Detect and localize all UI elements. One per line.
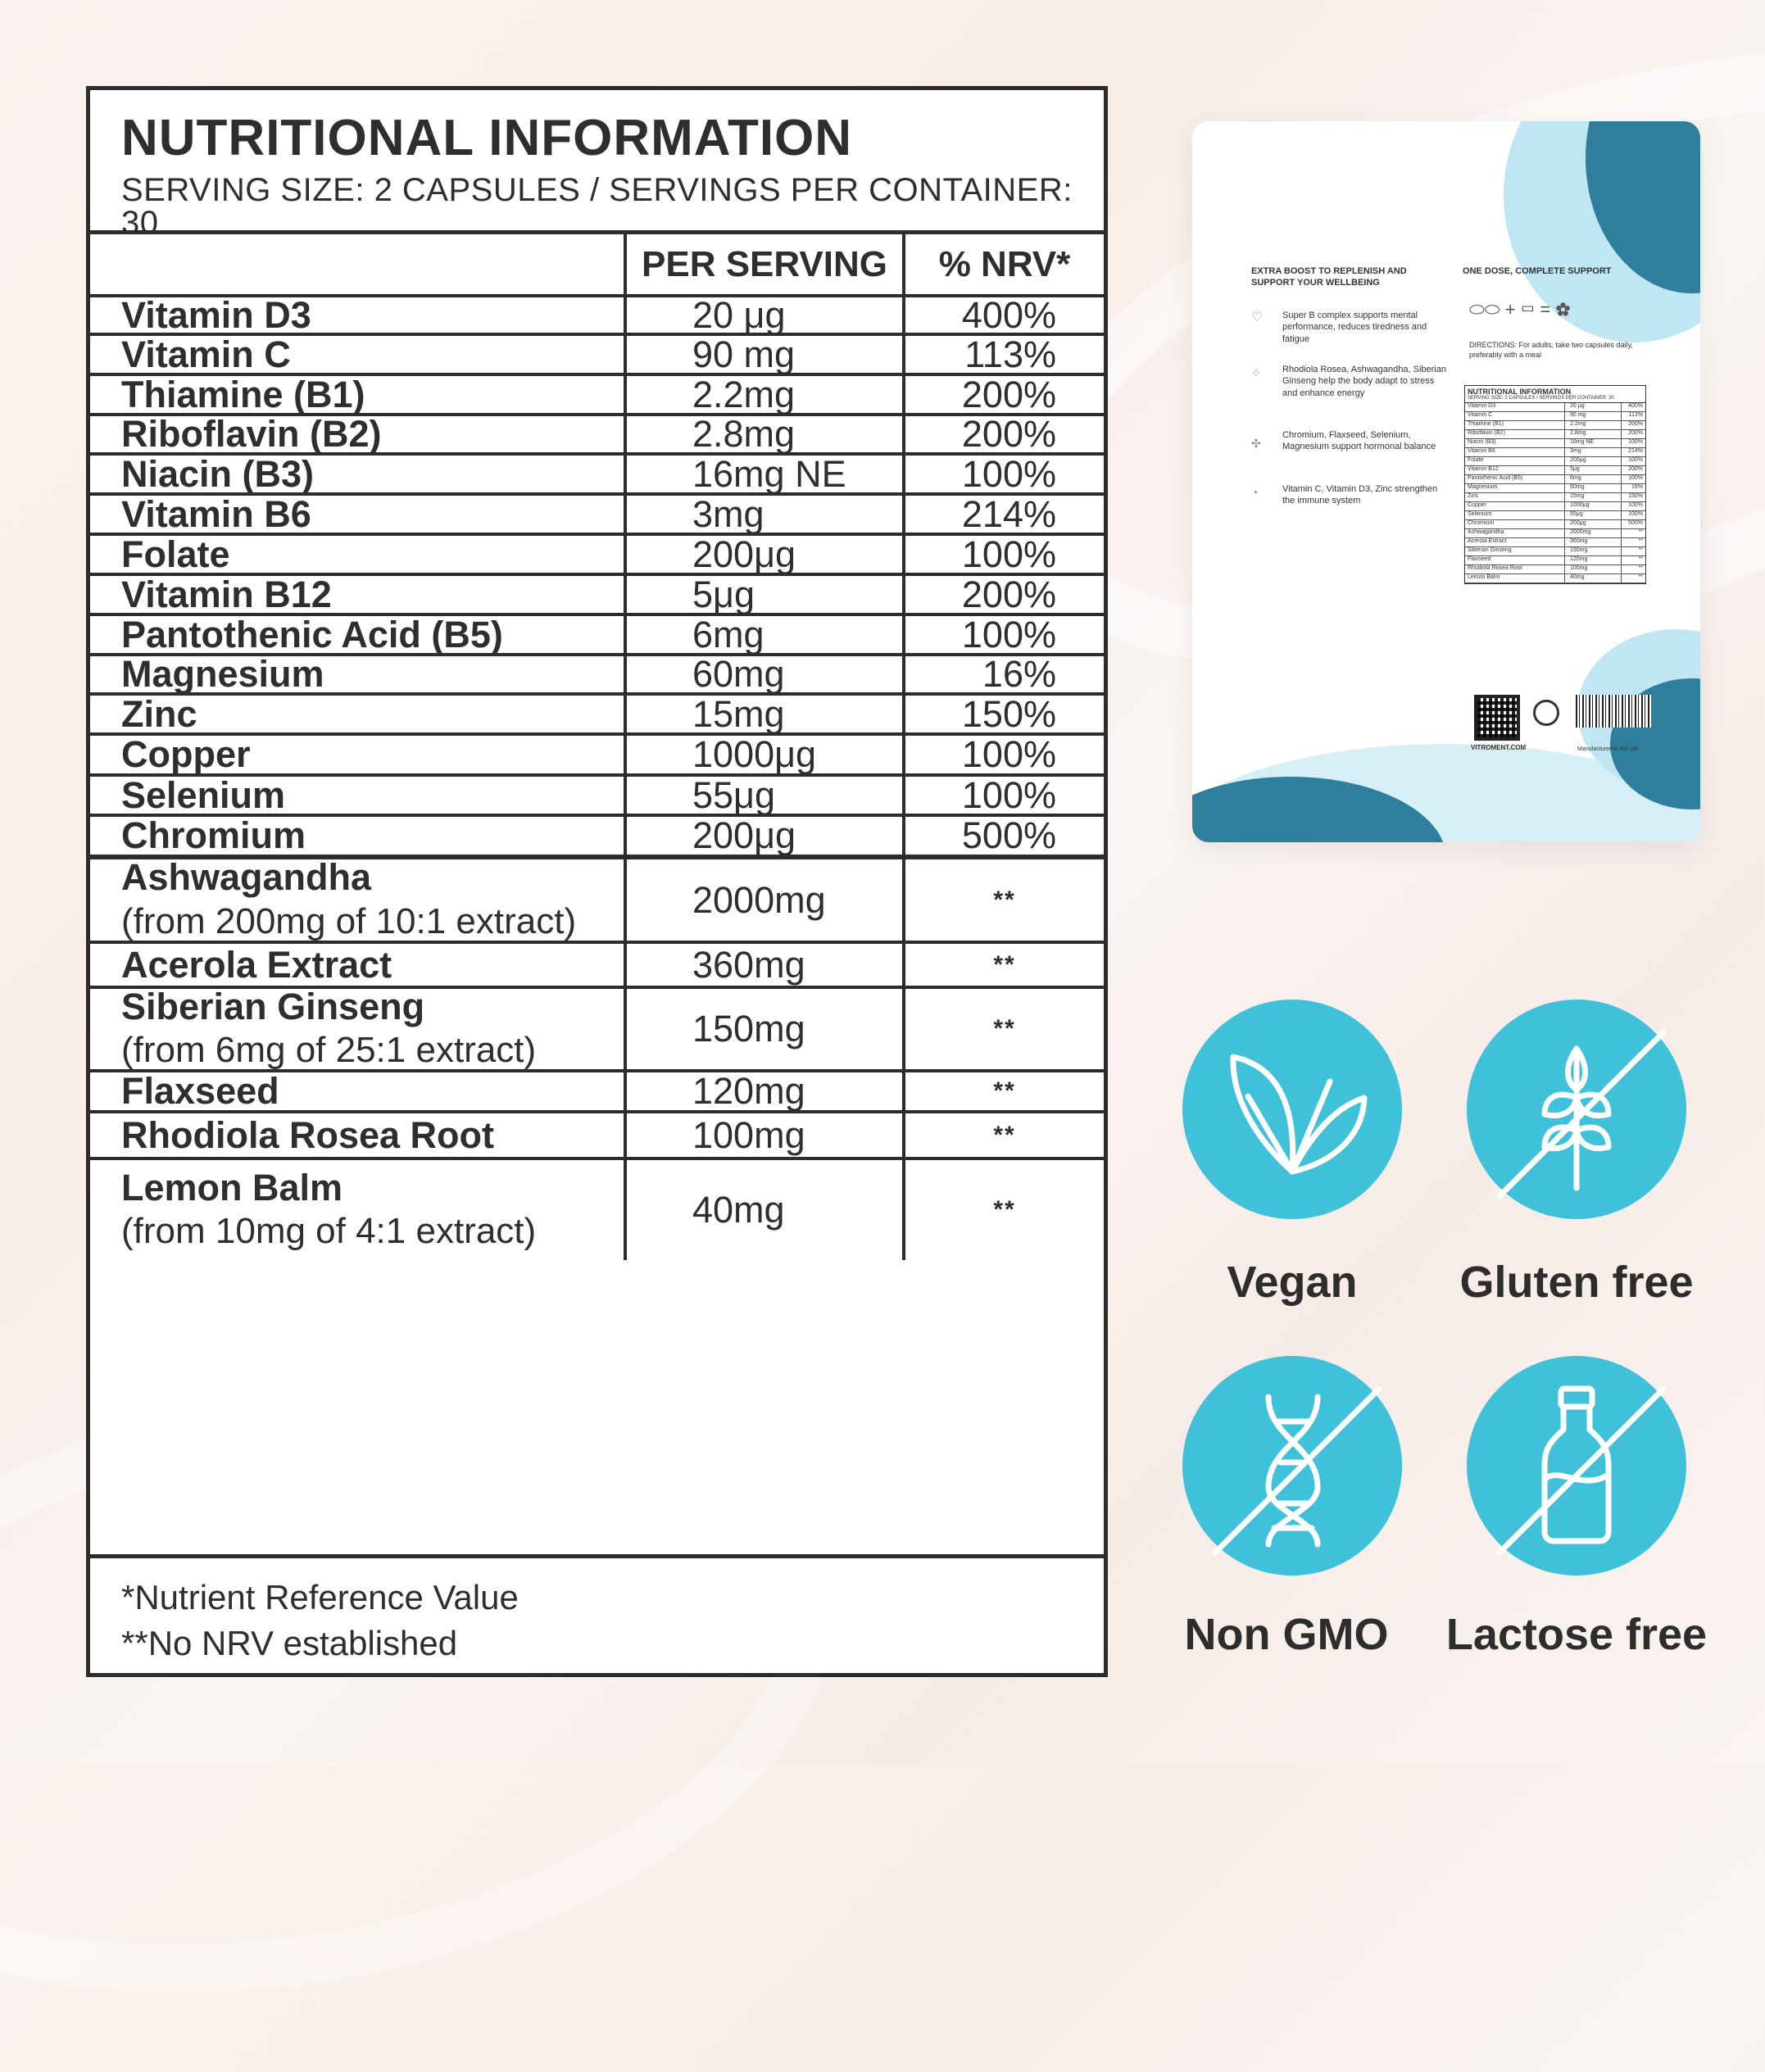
- table-header-row: [90, 234, 1104, 294]
- nrv-cell: **: [993, 1015, 1016, 1042]
- nutrient-cell: [90, 373, 627, 415]
- nutrient-cell: [90, 613, 627, 655]
- pouch-website: VITROMENT.COM: [1471, 744, 1527, 751]
- pouch-label-name: Copper: [1465, 502, 1565, 510]
- table-row: [90, 1157, 1104, 1260]
- amount-cell: 150mg: [627, 989, 905, 1069]
- pouch-label-amount: 2.2mg: [1565, 421, 1622, 429]
- lactose-free-badge: [1467, 1356, 1686, 1576]
- nutrient-note: (from 200mg of 10:1 extract): [121, 900, 577, 941]
- pouch-heading-right: ONE DOSE, COMPLETE SUPPORT: [1463, 266, 1612, 276]
- nutrient-cell: [90, 653, 627, 696]
- table-row: [90, 1110, 1104, 1157]
- gmp-seal-icon: [1533, 700, 1559, 726]
- nutrient-name: Selenium: [121, 773, 286, 816]
- panel-header: [90, 90, 1104, 241]
- nutrient-name: Siberian Ginseng: [121, 985, 425, 1027]
- nrv-cell: 16%: [982, 653, 1056, 695]
- pouch-benefit: Vitamin C, Vitamin D3, Zinc strengthen the immune system: [1282, 484, 1438, 506]
- pouch-label-nrv: 400%: [1628, 403, 1643, 409]
- nutrient-name: Thiamine (B1): [121, 373, 365, 415]
- nrv-cell: 100%: [961, 533, 1056, 575]
- nrv-cell: 200%: [961, 373, 1056, 415]
- nutrient-name: Vitamin B12: [121, 573, 332, 615]
- pouch-label-amount: 1000μg: [1565, 502, 1622, 510]
- pouch-label-name: Siberian Ginseng: [1465, 547, 1565, 555]
- pouch-benefit: Chromium, Flaxseed, Selenium, Magnesium support hormonal balance: [1282, 430, 1436, 452]
- qr-code: [1474, 695, 1520, 741]
- pouch-label-name: Thiamine (B1): [1465, 421, 1565, 429]
- wheat-icon: [1467, 1000, 1686, 1219]
- pouch-label-nrv: 200%: [1628, 430, 1643, 436]
- pouch-label-amount: 120mg: [1565, 556, 1622, 564]
- pouch-label-rows: [1465, 403, 1645, 583]
- pouch-label-nrv: **: [1638, 565, 1643, 571]
- nrv-cell: 200%: [961, 413, 1056, 455]
- nrv-cell: 400%: [961, 293, 1056, 336]
- milk-bottle-icon: [1467, 1356, 1686, 1576]
- pouch-label-name: Selenium: [1465, 511, 1565, 519]
- leaf-icon: [1182, 1000, 1402, 1219]
- header-blank-cell: [90, 234, 627, 294]
- nutrient-cell: [90, 452, 627, 495]
- amount-cell: 16mg NE: [627, 456, 905, 492]
- barcode: [1576, 695, 1651, 728]
- amount-cell: 1000μg: [627, 736, 905, 773]
- nutrient-name: Flaxseed: [121, 1070, 279, 1113]
- pouch-label-name: Lemon Balm: [1465, 574, 1565, 583]
- nutrient-name: Lemon Balm: [121, 1166, 343, 1208]
- pouch-label-amount: 20 μg: [1565, 403, 1622, 411]
- nrv-cell: **: [993, 1196, 1016, 1223]
- nutrient-name: Rhodiola Rosea Root: [121, 1113, 495, 1156]
- nrv-cell: 500%: [961, 814, 1056, 856]
- pouch-label-amount: 16mg NE: [1565, 439, 1622, 447]
- pouch-label-amount: 200μg: [1565, 520, 1622, 528]
- amount-cell: 40mg: [627, 1160, 905, 1260]
- nutrient-cell: [90, 1160, 627, 1260]
- table-row: [90, 814, 1104, 855]
- nutrient-name: Zinc: [121, 692, 197, 735]
- table-row: [90, 613, 1104, 653]
- table-row: [90, 986, 1104, 1069]
- pouch-label-row: [1465, 502, 1645, 511]
- table-row: [90, 452, 1104, 495]
- pouch-label-amount: 40mg: [1565, 574, 1622, 583]
- gluten-free-badge: [1467, 1000, 1686, 1219]
- pouch-label-nrv: **: [1638, 538, 1643, 544]
- dots-icon: ⁘: [1251, 366, 1261, 379]
- amount-cell: 120mg: [627, 1072, 905, 1110]
- nutrient-cell: [90, 333, 627, 375]
- amount-cell: 20 μg: [627, 297, 905, 333]
- pouch-label-nrv: 500%: [1628, 520, 1643, 526]
- pouch-label-nrv: 214%: [1628, 448, 1643, 454]
- pouch-label-amount: 6mg: [1565, 475, 1622, 483]
- nutrient-name: Ashwagandha: [121, 856, 372, 899]
- amount-cell: 15mg: [627, 696, 905, 732]
- footnote-no-nrv: **No NRV established: [121, 1624, 458, 1662]
- pouch-label-name: Pantothenic Acid (B5): [1465, 475, 1565, 483]
- nutrient-name: Vitamin C: [121, 333, 291, 375]
- pouch-label-row: [1465, 565, 1645, 574]
- pouch-nutrition-label: [1464, 385, 1646, 584]
- nutrient-cell: [90, 773, 627, 816]
- nutrient-name: Copper: [121, 733, 251, 776]
- nutrient-name: Pantothenic Acid (B5): [121, 613, 503, 655]
- pouch-manufactured: Manufactured in the UK: [1577, 746, 1638, 752]
- amount-cell: 360mg: [627, 944, 905, 986]
- pouch-label-nrv: 100%: [1628, 439, 1643, 445]
- nutrient-name: Chromium: [121, 814, 306, 857]
- amount-cell: 90 mg: [627, 336, 905, 373]
- pouch-label-nrv: 200%: [1628, 466, 1643, 472]
- pouch-label-nrv: **: [1638, 556, 1643, 562]
- nutrition-panel: [86, 86, 1108, 1677]
- table-row: [90, 492, 1104, 533]
- pouch-label-row: [1465, 511, 1645, 520]
- pouch-label-name: Riboflavin (B2): [1465, 430, 1565, 438]
- amount-cell: 60mg: [627, 656, 905, 692]
- cross-icon: ✣: [1251, 437, 1261, 450]
- amount-cell: 100mg: [627, 1113, 905, 1157]
- nrv-cell: 100%: [961, 733, 1056, 775]
- table-row: [90, 732, 1104, 776]
- header-nrv: % NRV*: [938, 243, 1071, 284]
- nutrient-cell: [90, 413, 627, 456]
- pouch-label-row: [1465, 403, 1645, 412]
- pouch-label-name: Magnesium: [1465, 484, 1565, 492]
- nrv-cell: 200%: [961, 573, 1056, 615]
- pouch-label-row: [1465, 439, 1645, 448]
- pouch-label-nrv: 100%: [1628, 475, 1643, 481]
- pouch-benefit: Super B complex supports mental performance, reduces tiredness and fatigue: [1282, 311, 1427, 344]
- nutrient-cell: [90, 573, 627, 615]
- table-row: [90, 855, 1104, 941]
- pouch-label-row: [1465, 538, 1645, 547]
- nutrient-cell: [90, 1113, 627, 1157]
- amount-cell: 2.2mg: [627, 376, 905, 413]
- vegan-badge: [1182, 1000, 1402, 1219]
- nutrient-cell: [90, 856, 627, 941]
- pouch-label-amount: 200μg: [1565, 457, 1622, 465]
- pouch-label-amount: 55μg: [1565, 511, 1622, 519]
- amount-cell: 55μg: [627, 777, 905, 814]
- gluten-free-label: Gluten free: [1459, 1258, 1694, 1307]
- nrv-cell: 100%: [961, 613, 1056, 655]
- pouch-label-name: Zinc: [1465, 493, 1565, 501]
- vegan-label: Vegan: [1227, 1258, 1358, 1307]
- pouch-label-name: Ashwagandha: [1465, 529, 1565, 537]
- footnote-nrv: *Nutrient Reference Value: [121, 1578, 519, 1616]
- amount-cell: 200μg: [627, 817, 905, 855]
- pouch-label-nrv: 100%: [1628, 502, 1643, 508]
- capsule-icon: ⬭⬭ + ▭ = ✿: [1469, 299, 1571, 320]
- nrv-cell: 100%: [961, 773, 1056, 816]
- pouch-label-amount: 15mg: [1565, 493, 1622, 501]
- nutrient-cell: [90, 733, 627, 776]
- pouch-label-nrv: 200%: [1628, 421, 1643, 427]
- nutrient-note: (from 10mg of 4:1 extract): [121, 1211, 537, 1252]
- nutrient-name: Vitamin D3: [121, 293, 311, 336]
- pouch-benefit: Rhodiola Rosea, Ashwagandha, Siberian Ginseng help the body adapt to stress and enhance energy: [1282, 365, 1446, 398]
- nrv-cell: 100%: [961, 452, 1056, 495]
- table-row: [90, 293, 1104, 336]
- panel-footnotes: [90, 1554, 1104, 1673]
- amount-cell: 200μg: [627, 536, 905, 573]
- table-row: [90, 573, 1104, 613]
- pouch-label-amount: 3mg: [1565, 448, 1622, 456]
- pouch-label-nrv: **: [1638, 529, 1643, 535]
- table-row: [90, 533, 1104, 573]
- pouch-directions: DIRECTIONS: For adults, take two capsules daily, preferably with a meal: [1469, 341, 1633, 359]
- lactose-free-label: Lactose free: [1445, 1610, 1708, 1659]
- pouch-label-name: Vitamin C: [1465, 412, 1565, 420]
- amount-cell: 6mg: [627, 616, 905, 653]
- nrv-cell: 214%: [961, 492, 1056, 535]
- amount-cell: 2.8mg: [627, 416, 905, 452]
- pouch-label-row: [1465, 493, 1645, 502]
- nrv-cell: **: [993, 1121, 1016, 1149]
- table-row: [90, 653, 1104, 696]
- pouch-label-row: [1465, 475, 1645, 484]
- pouch-label-name: Rhodiola Rosea Root: [1465, 565, 1565, 574]
- nutrient-cell: [90, 944, 627, 986]
- table-row: [90, 333, 1104, 373]
- pouch-label-row: [1465, 412, 1645, 421]
- nutrient-name: Acerola Extract: [121, 943, 392, 986]
- pouch-label-amount: 2.8mg: [1565, 430, 1622, 438]
- shield-icon: ◔: [1251, 486, 1259, 499]
- non-gmo-label: Non GMO: [1184, 1610, 1389, 1659]
- pouch-label-name: Niacin (B3): [1465, 439, 1565, 447]
- pouch-label-row: [1465, 484, 1645, 493]
- heart-icon: ♡: [1251, 311, 1264, 324]
- pouch-label-amount: 90 mg: [1565, 412, 1622, 420]
- pouch-label-amount: 100mg: [1565, 565, 1622, 574]
- pouch-label-name: Chromium: [1465, 520, 1565, 528]
- nrv-cell: **: [993, 950, 1016, 978]
- pouch-label-name: Flaxseed: [1465, 556, 1565, 564]
- pouch-label-amount: 360mg: [1565, 538, 1622, 546]
- pouch-label-amount: 150mg: [1565, 547, 1622, 555]
- nutrient-cell: [90, 533, 627, 575]
- pouch-label-name: Vitamin D3: [1465, 403, 1565, 411]
- nutrient-cell: [90, 293, 627, 336]
- nutrient-name: Riboflavin (B2): [121, 413, 382, 456]
- table-row: [90, 692, 1104, 735]
- panel-subtitle: SERVING SIZE: 2 CAPSULES / SERVINGS PER CONTAINER: 30: [121, 172, 1073, 241]
- nutrient-cell: [90, 814, 627, 857]
- non-gmo-badge: [1182, 1356, 1402, 1576]
- pouch-label-name: Vitamin B12: [1465, 466, 1565, 474]
- pouch-label-row: [1465, 421, 1645, 430]
- pouch-label-nrv: **: [1638, 547, 1643, 553]
- pouch-label-row: [1465, 466, 1645, 475]
- pouch-label-nrv: 113%: [1628, 412, 1643, 418]
- pouch-label-row: [1465, 547, 1645, 556]
- pouch-label-row: [1465, 457, 1645, 466]
- nutrient-note: (from 6mg of 25:1 extract): [121, 1030, 537, 1071]
- nutrient-cell: [90, 1070, 627, 1113]
- nrv-cell: **: [993, 1077, 1016, 1104]
- pouch-heading-left: EXTRA BOOST TO REPLENISH AND SUPPORT YOUR WELLBEING: [1251, 266, 1407, 288]
- product-pouch-image: [1192, 121, 1700, 842]
- pouch-label-amount: 5μg: [1565, 466, 1622, 474]
- nutrient-name: Niacin (B3): [121, 452, 315, 495]
- pouch-label-row: [1465, 574, 1645, 583]
- pouch-label-amount: 2000mg: [1565, 529, 1622, 537]
- table-row: [90, 413, 1104, 456]
- pouch-label-row: [1465, 448, 1645, 457]
- pouch-label-name: Vitamin B6: [1465, 448, 1565, 456]
- pouch-label-row: [1465, 430, 1645, 439]
- table-row: [90, 1069, 1104, 1113]
- nutrient-cell: [90, 492, 627, 535]
- pouch-label-row: [1465, 520, 1645, 529]
- table-row: [90, 373, 1104, 413]
- dna-icon: [1182, 1356, 1402, 1576]
- pouch-label-nrv: 150%: [1628, 493, 1643, 499]
- pouch-label-nrv: **: [1638, 574, 1643, 580]
- pouch-label-row: [1465, 529, 1645, 538]
- amount-cell: 2000mg: [627, 859, 905, 941]
- nrv-cell: **: [993, 886, 1016, 914]
- nrv-cell: 113%: [964, 333, 1056, 375]
- pouch-label-nrv: 16%: [1631, 484, 1643, 490]
- nutrient-name: Folate: [121, 533, 230, 575]
- amount-cell: 5μg: [627, 576, 905, 613]
- nrv-cell: 150%: [961, 692, 1056, 735]
- pouch-label-name: Acerola Extract: [1465, 538, 1565, 546]
- pouch-label-row: [1465, 556, 1645, 565]
- header-per-serving: PER SERVING: [627, 234, 905, 294]
- table-row: [90, 941, 1104, 986]
- nutrient-name: Vitamin B6: [121, 492, 311, 535]
- nutrient-cell: [90, 985, 627, 1071]
- pouch-label-title: NUTRITIONAL INFORMATION: [1468, 388, 1572, 396]
- panel-title: NUTRITIONAL INFORMATION: [121, 110, 853, 166]
- pouch-label-name: Folate: [1465, 457, 1565, 465]
- amount-cell: 3mg: [627, 496, 905, 533]
- table-row: [90, 773, 1104, 814]
- nutrient-name: Magnesium: [121, 653, 324, 696]
- nutrient-cell: [90, 692, 627, 735]
- pouch-label-nrv: 100%: [1628, 457, 1643, 463]
- pouch-label-amount: 60mg: [1565, 484, 1622, 492]
- pouch-label-subtitle: SERVING SIZE: 2 CAPSULES / SERVINGS PER CONTAINER: 30: [1465, 396, 1645, 403]
- pouch-label-nrv: 100%: [1628, 511, 1643, 517]
